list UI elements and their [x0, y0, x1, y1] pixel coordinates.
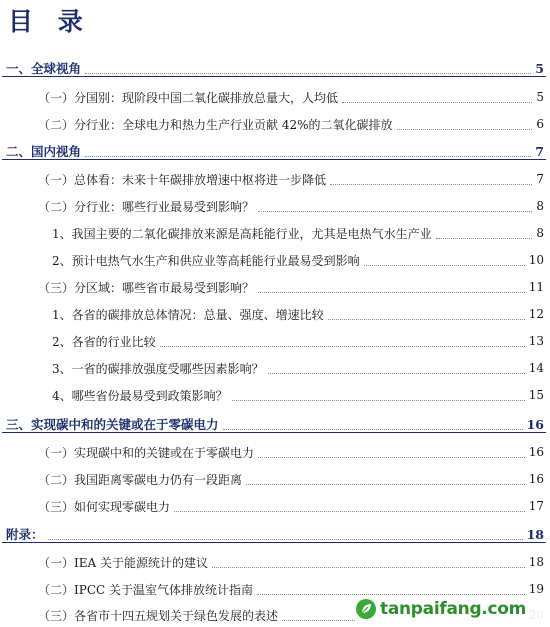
- toc-entry-page: 14: [528, 361, 544, 375]
- toc-entry-page: 15: [528, 388, 544, 402]
- toc-entry-label: （三）分区域：哪些省市最易受到影响？: [38, 280, 255, 295]
- toc-entry[interactable]: [0, 114, 550, 134]
- dot-leader: [268, 363, 525, 374]
- toc-entry-page: 16: [528, 472, 544, 486]
- toc-entry[interactable]: [0, 358, 550, 378]
- dot-leader: [330, 174, 532, 185]
- dot-leader: [85, 146, 531, 157]
- toc-entry-section-1[interactable]: [0, 58, 550, 78]
- toc-entry-page: 11: [528, 280, 544, 294]
- toc-entry-label: 4、哪些省份最易受到政策影响？: [52, 388, 228, 403]
- page-title: 目 录: [8, 7, 91, 36]
- toc-entry-label: （三）如何实现零碳电力: [38, 499, 171, 514]
- dot-leader: [85, 63, 531, 74]
- dot-leader: [436, 228, 533, 239]
- dot-leader: [364, 255, 525, 266]
- toc-entry-page: 6: [536, 117, 544, 131]
- toc-entry-label: 1、各省的碳排放总体情况：总量、强度、增速比较: [52, 307, 324, 322]
- dot-leader: [328, 309, 525, 320]
- watermark-text: tanpaifang.com: [380, 599, 527, 619]
- toc-entry[interactable]: [0, 87, 550, 107]
- toc-entry[interactable]: [0, 385, 550, 405]
- toc-entry-label: （二）分行业：全球电力和热力生产行业贡献 42%的二氧化碳排放: [38, 117, 393, 132]
- toc-entry-page: 8: [536, 226, 544, 240]
- toc-entry[interactable]: [0, 331, 550, 351]
- dot-leader: [257, 584, 525, 595]
- toc-entry-page: 13: [528, 334, 544, 348]
- toc-entry-section-3[interactable]: [0, 414, 550, 434]
- toc-entry-label: （三）各省市十四五规划关于绿色发展的表述: [38, 608, 279, 623]
- toc-entry[interactable]: [0, 223, 550, 243]
- toc-entry-label: 二、国内视角: [6, 144, 82, 159]
- site-watermark: [356, 597, 546, 621]
- toc-entry-page: 17: [528, 499, 544, 513]
- toc-entry-page: 5: [536, 90, 544, 104]
- toc-entry-appendix[interactable]: [0, 524, 550, 544]
- dot-leader: [232, 390, 525, 401]
- toc-entry-label: 2、各省的行业比较: [52, 334, 156, 349]
- toc-entry-page: 19: [528, 582, 544, 596]
- toc-entry-page: 16: [526, 416, 544, 432]
- toc-entry-page: 12: [528, 307, 544, 321]
- toc-entry-label: （一）总体看：未来十年碳排放增速中枢将进一步降低: [38, 172, 327, 187]
- toc-entry-page: 10: [528, 253, 544, 267]
- toc-entry-label: 1、我国主要的二氧化碳排放来源是高耗能行业，尤其是电热气水生产业: [52, 226, 432, 241]
- toc-entry[interactable]: [0, 579, 550, 599]
- leaf-logo-icon: [356, 599, 376, 619]
- toc-entry-label: （一）IEA 关于能源统计的建议: [38, 555, 208, 570]
- toc-entry[interactable]: [0, 552, 550, 572]
- toc-entry-page: 7: [536, 172, 544, 186]
- toc-entry-page: 8: [536, 199, 544, 213]
- dot-leader: [212, 557, 525, 568]
- toc-entry-label: （二）分行业：哪些行业最易受到影响？: [38, 199, 255, 214]
- dot-leader: [48, 529, 523, 540]
- toc-entry-section-2[interactable]: [0, 141, 550, 161]
- toc-entry-label: 一、全球视角: [6, 61, 82, 76]
- toc-entry[interactable]: [0, 250, 550, 270]
- toc-entry-page: 5: [535, 60, 544, 76]
- toc-entry[interactable]: [0, 277, 550, 297]
- toc-entry-page: 16: [528, 445, 544, 459]
- dot-leader: [246, 474, 525, 485]
- toc-entry-label: 2、预计电热气水生产和供应业等高耗能行业最易受到影响: [52, 253, 360, 268]
- dot-leader: [258, 201, 532, 212]
- toc-entry-page: 18: [528, 555, 544, 569]
- dot-leader: [258, 447, 525, 458]
- dot-leader: [174, 501, 525, 512]
- toc-entry-label: 三、实现碳中和的关键或在于零碳电力: [6, 417, 219, 432]
- toc-entry-label: 3、一省的碳排放强度受哪些因素影响？: [52, 361, 264, 376]
- toc-entry-label: （二）我国距离零碳电力仍有一段距离: [38, 472, 243, 487]
- dot-leader: [160, 336, 525, 347]
- toc-entry-page: 7: [535, 143, 544, 159]
- toc-entry[interactable]: [0, 469, 550, 489]
- toc-entry-label: 附录：: [6, 527, 44, 542]
- toc-entry[interactable]: [0, 442, 550, 462]
- toc-entry[interactable]: [0, 496, 550, 516]
- toc-entry-label: （二）IPCC 关于温室气体排放统计指南: [38, 582, 253, 597]
- toc-entry[interactable]: [0, 196, 550, 216]
- toc-entry[interactable]: [0, 169, 550, 189]
- toc-entry-page: 18: [526, 526, 544, 542]
- dot-leader: [258, 282, 525, 293]
- toc-entry[interactable]: [0, 304, 550, 324]
- toc-entry-label: （一）实现碳中和的关键或在于零碳电力: [38, 445, 255, 460]
- toc-entry-label: （一）分国别：现阶段中国二氧化碳排放总量大，人均低: [38, 90, 339, 105]
- dot-leader: [397, 119, 533, 130]
- dot-leader: [342, 92, 532, 103]
- dot-leader: [223, 419, 523, 430]
